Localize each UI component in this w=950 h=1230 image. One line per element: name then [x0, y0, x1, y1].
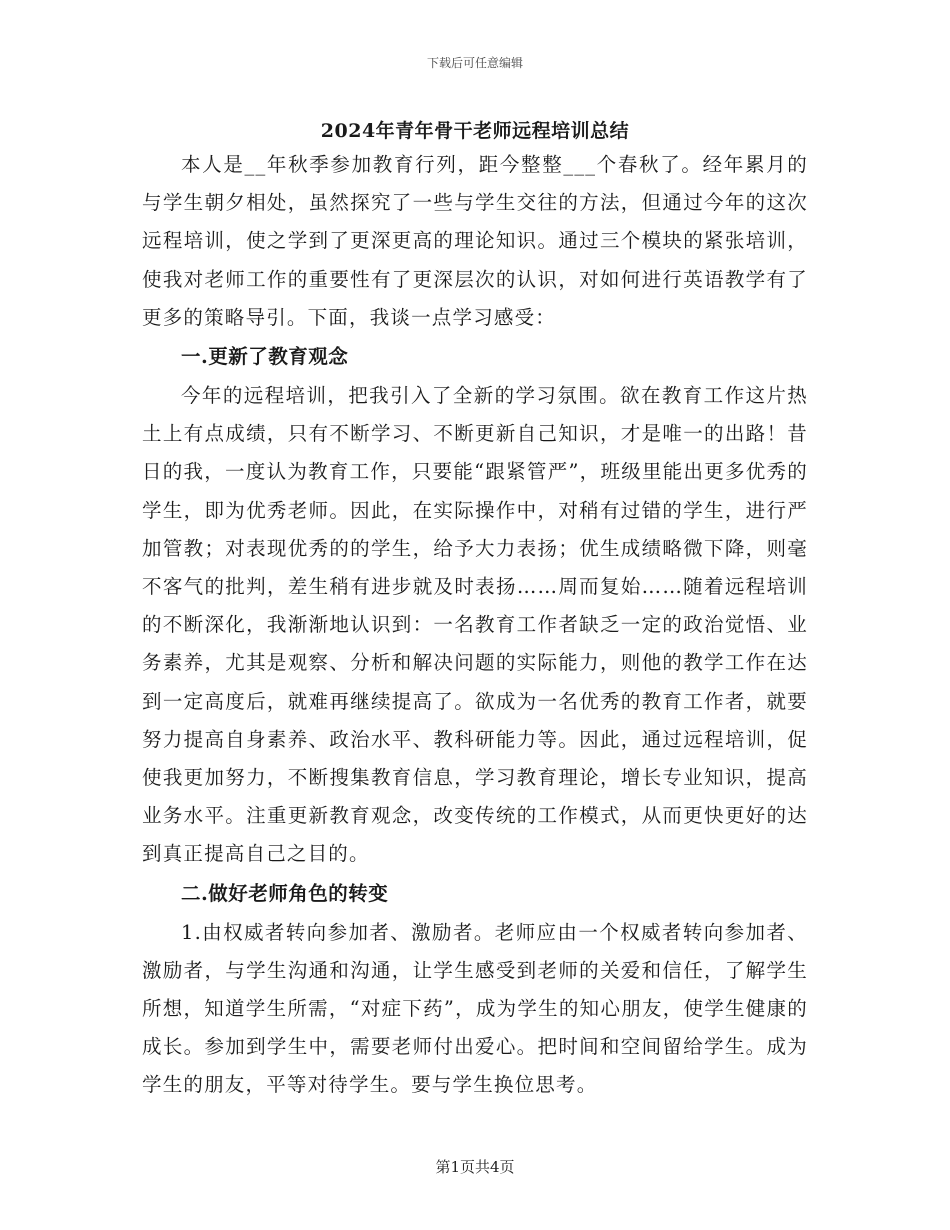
- document-title: 2024年青年骨干老师远程培训总结: [320, 120, 630, 142]
- section-1-paragraph: 今年的远程培训，把我引入了全新的学习氛围。欲在教育工作这片热土上有点成绩，只有不断学习、不断更新自己知识，才是唯一的出路！昔日的我，一度认为教育工作，只要能“跟紧管严”，班级里能出更多优秀的学生，即为优秀老师。因此，在实际操作中，对稍有过错的学生，进行严加管教；对表现优秀的的学生，给予大力表扬；优生成绩略微下降，则毫不客气的批判，差生稍有进步就及时表扬……周而复始……随着远程培训的不断深化，我渐渐地认识到：一名教育工作者缺乏一定的政治觉悟、业务素养，尤其是观察、分析和解决问题的实际能力，则他的教学工作在达到一定高度后，就难再继续提高了。欲成为一名优秀的教育工作者，就要努力提高自身素养、政治水平、教科研能力等。因此，通过远程培训，促使我更加努力，不断搜集教育信息，学习教育理论，增长专业知识，提高业务水平。注重更新教育观念，改变传统的工作模式，从而更快更好的达到真正提高自己之目的。: [142, 384, 808, 866]
- page-footer: 第1页共4页: [435, 1158, 515, 1176]
- section-2-paragraph: 1.由权威者转向参加者、激励者。老师应由一个权威者转向参加者、激励者，与学生沟通和沟通，让学生感受到老师的关爱和信任，了解学生所想，知道学生所需，“对症下药”，成为学生的知心朋友，使学生健康的成长。参加到学生中，需要老师付出爱心。把时间和空间留给学生。成为学生的朋友，平等对待学生。要与学生换位思考。: [142, 920, 808, 1097]
- header-note: 下载后可任意编辑: [426, 56, 523, 70]
- document-body: [142, 146, 808, 1105]
- intro-paragraph: 本人是__年秋季参加教育行列，距今整整___个春秋了。经年累月的与学生朝夕相处，虽然探究了一些与学生交往的方法，但通过今年的这次远程培训，使之学到了更深更高的理论知识。通过三个模块的紧张培训，使我对老师工作的重要性有了更深层次的认识，对如何进行英语教学有了更多的策略导引。下面，我谈一点学习感受：: [142, 153, 808, 329]
- section-2-heading: 二.做好老师角色的转变: [181, 881, 389, 905]
- section-1-heading: 一.更新了教育观念: [181, 345, 349, 369]
